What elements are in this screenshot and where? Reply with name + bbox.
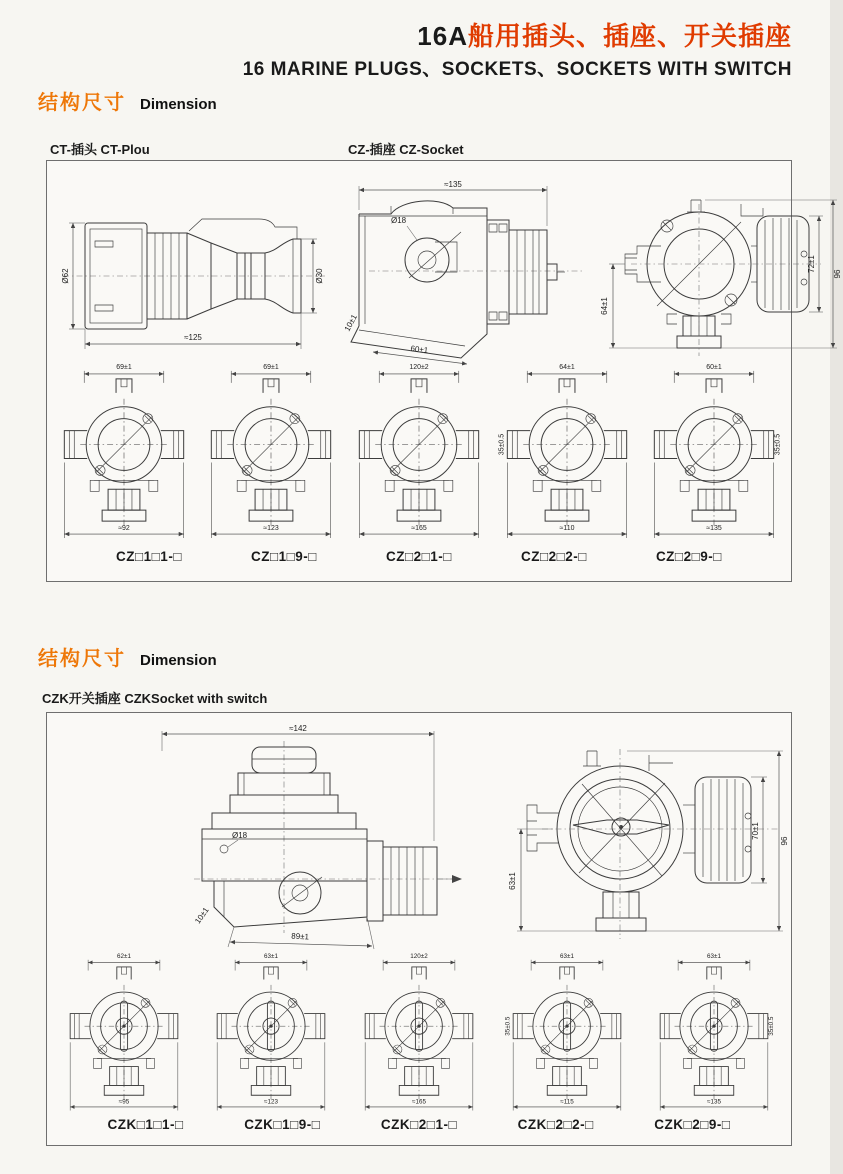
czk-model-label: CZK□1□1-□ [107, 1117, 184, 1132]
dim-label: ≈125 [184, 333, 202, 342]
czk-drawings-box [46, 712, 792, 1146]
dim-label: ≈142 [289, 724, 307, 733]
dim-label: ≈135 [706, 525, 722, 533]
czk-variant-row [47, 949, 791, 1115]
section2-heading [38, 642, 217, 671]
section1-heading-en: Dimension [140, 96, 217, 113]
dim-label: 63±1 [508, 872, 517, 890]
dim-label: 120±2 [409, 363, 429, 371]
cz-socket-label: CZ-插座 CZ-Socket [348, 142, 464, 157]
czk-model-label: CZK□1□9-□ [244, 1117, 321, 1132]
dim-label: Ø62 [61, 268, 70, 284]
title-amp-rating: 16A [417, 21, 468, 51]
dim-label: 10±1 [342, 312, 359, 333]
cz-variant-drawing [643, 359, 785, 543]
cz-model-label: CZ□2□9-□ [655, 549, 722, 564]
dim-label: 35±0.5 [768, 1016, 776, 1036]
dim-label: ≈135 [707, 1098, 722, 1106]
czk-variant-drawing [53, 949, 195, 1115]
section2-heading-en: Dimension [140, 652, 217, 669]
czk-model-label: CZK□2□9-□ [654, 1117, 731, 1132]
czk-variant-drawing [348, 949, 490, 1115]
dim-label: ≈123 [264, 1098, 279, 1106]
dim-label: 64±1 [600, 297, 609, 315]
dim-label: 35±0.5 [774, 433, 782, 456]
dim-label: Ø30 [315, 268, 324, 284]
dim-label: 10±1 [193, 905, 211, 926]
dim-label: ≈123 [263, 525, 280, 533]
czk-socket-side-drawing [132, 721, 472, 956]
cz-variant-row [47, 359, 791, 543]
dim-label: ≈110 [559, 525, 575, 533]
cz-variant-drawing [53, 359, 195, 543]
cz-drawings-box [46, 160, 842, 582]
dim-label: 69±1 [115, 363, 132, 371]
cz-model-label: CZ□2□1-□ [385, 549, 452, 564]
czk-variant-drawing [643, 949, 785, 1115]
dim-label: ≈115 [559, 1098, 574, 1106]
dim-label: ≈95 [118, 1098, 129, 1106]
dim-label: 63±1 [559, 952, 574, 960]
dim-label: 72±1 [807, 255, 816, 273]
cz-socket-front-drawing [591, 176, 843, 366]
cz-model-label-row [47, 549, 791, 564]
cz-socket-side-drawing [339, 176, 589, 371]
dim-label: 69±1 [263, 363, 280, 371]
dim-label: ≈135 [444, 180, 462, 189]
dim-label: 96 [833, 269, 842, 279]
dim-label: 89±1 [291, 931, 310, 942]
ct-plug-side-drawing [59, 181, 329, 361]
dim-label: 60±1 [706, 363, 722, 371]
page-title-zh [243, 16, 792, 53]
cz-model-label: CZ□1□1-□ [116, 549, 182, 564]
czk-model-label: CZK□2□1-□ [380, 1117, 458, 1132]
dim-label: 63±1 [264, 952, 279, 960]
dim-label: ≈165 [411, 525, 427, 533]
section1-heading [38, 86, 217, 115]
page-title-en: 16 MARINE PLUGS、SOCKETS、SOCKETS WITH SWITCH [242, 59, 792, 80]
title-zh-text: 船用插头、插座、开关插座 [467, 21, 792, 51]
dim-label: 35±0.5 [504, 1016, 512, 1036]
czk-variant-drawing [496, 949, 638, 1115]
page-header [243, 16, 792, 81]
dim-label: 60±1 [409, 343, 429, 356]
dim-label: 70±1 [751, 822, 760, 840]
dim-label: 63±1 [707, 952, 722, 960]
czk-model-label: CZK□2□2-□ [517, 1117, 594, 1132]
czk-socket-front-drawing [487, 721, 797, 956]
cz-variant-drawing [496, 359, 638, 543]
cz-model-label: CZ□2□2-□ [520, 549, 587, 564]
dim-label: ≈92 [117, 525, 130, 533]
dim-label: 64±1 [558, 363, 575, 371]
czk-socket-label: CZK开关插座 CZKSocket with switch [42, 691, 268, 706]
dim-label: 62±1 [116, 952, 131, 960]
cz-variant-drawing [348, 359, 490, 543]
section1-heading-zh: 结构尺寸 [38, 92, 126, 114]
dim-label: ≈165 [412, 1098, 426, 1106]
dim-label: Ø18 [391, 216, 407, 225]
dim-label: 96 [780, 836, 789, 846]
czk-variant-drawing [200, 949, 342, 1115]
dim-label: 35±0.5 [497, 433, 505, 456]
ct-plug-label: CT-插头 CT-Plou [50, 142, 150, 157]
section2-heading-zh: 结构尺寸 [38, 648, 126, 670]
dim-label: Ø18 [232, 831, 248, 840]
cz-model-label: CZ□1□9-□ [250, 549, 317, 564]
czk-model-label-row [47, 1117, 791, 1132]
dim-label: 120±2 [410, 952, 428, 960]
cz-variant-drawing [200, 359, 342, 543]
